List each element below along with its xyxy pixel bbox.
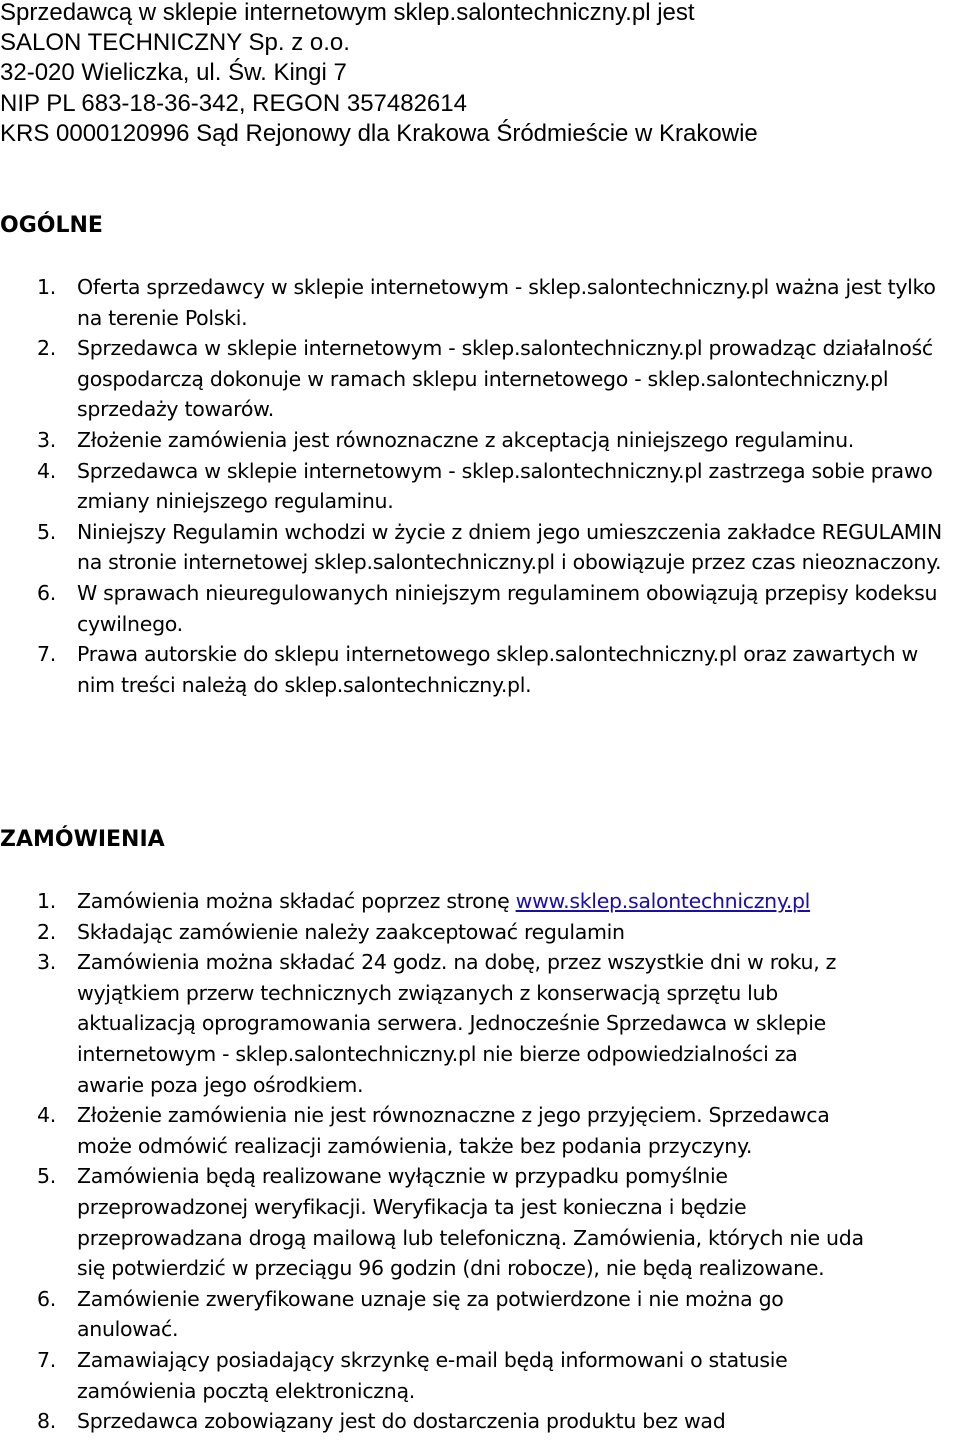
item-text: Sprzedawca zobowiązany jest do dostarczenia produktu bez wad	[77, 1409, 726, 1434]
list-item	[0, 1161, 960, 1283]
section-heading-general: OGÓLNE	[0, 213, 103, 238]
item-line: Zamówienia można składać 24 godz. na dobę, przez wszystkie dni w roku, z	[77, 950, 837, 975]
item-line: może odmówić realizacji zamówienia, także bez podania przyczyny.	[77, 1133, 753, 1158]
item-number: 7.	[37, 642, 56, 667]
item-line: przeprowadzana drogą mailową lub telefoniczną. Zamówienia, których nie uda	[77, 1225, 864, 1250]
item-line: Zamawiający posiadający skrzynkę e-mail będą informowani o statusie	[77, 1347, 788, 1372]
item-number: 2.	[37, 919, 56, 944]
item-number: 2.	[37, 336, 56, 361]
item-line: Złożenie zamówienia nie jest równoznaczne z jego przyjęciem. Sprzedawca	[77, 1103, 830, 1128]
list-item	[0, 578, 960, 639]
item-number: 6.	[37, 1286, 56, 1311]
item-number: 1.	[37, 275, 56, 299]
item-text: Prawa autorskie do sklepu internetowego sklep.salontechniczny.pl oraz zawartych w nim treści należą do sklep.salontechniczny.pl.	[77, 642, 919, 697]
item-number: 4.	[37, 1103, 56, 1128]
shop-link[interactable]: www.sklep.salontechniczny.pl	[515, 889, 811, 913]
seller-line: SALON TECHNICZNY Sp. z o.o.	[0, 29, 350, 57]
seller-line: NIP PL 683-18-36-342, REGON 357482614	[0, 89, 467, 117]
list-item	[0, 947, 960, 1100]
item-line: awarie poza jego ośrodkiem.	[77, 1072, 364, 1097]
item-text: Niniejszy Regulamin wchodzi w życie z dniem jego umieszczenia zakładce REGULAMIN na stronie internetowej sklep.salontechniczny.pl i obowiązuje przez czas nieoznaczony.	[77, 519, 942, 575]
seller-line: KRS 0000120996 Sąd Rejonowy dla Krakowa Śródmieście w Krakowie	[0, 119, 758, 147]
item-line: internetowym - sklep.salontechniczny.pl nie bierze odpowiedzialności za	[77, 1041, 798, 1066]
list-item	[0, 639, 960, 700]
list-item	[0, 886, 960, 917]
item-number: 5.	[37, 1164, 56, 1189]
list-item	[0, 333, 960, 425]
list-item	[0, 272, 960, 333]
seller-line: Sprzedawcą w sklepie internetowym sklep.salontechniczny.pl jest	[0, 0, 695, 26]
list-item	[0, 1345, 960, 1406]
item-text: Sprzedawca w sklepie internetowym - sklep.salontechniczny.pl prowadząc działalność gospodarczą dokonuje w ramach sklepu internetowego - sklep.salontechniczny.pl sprzedaży towarów.	[77, 336, 933, 422]
item-line: aktualizacją oprogramowania serwera. Jednocześnie Sprzedawca w sklepie	[77, 1011, 826, 1036]
item-line: się potwierdzić w przeciągu 96 godzin (dni robocze), nie będą realizowane.	[77, 1256, 825, 1281]
item-number: 3.	[37, 427, 56, 452]
item-line: wyjątkiem przerw technicznych związanych z konserwacją sprzętu lub	[77, 980, 778, 1005]
item-text: Zamówienia można składać poprzez stronę	[77, 889, 516, 913]
item-line: przeprowadzonej weryfikacji. Weryfikacja ta jest konieczna i będzie	[77, 1194, 747, 1219]
item-line: anulować.	[77, 1317, 179, 1342]
item-number: 6.	[37, 580, 56, 605]
list-item	[0, 1284, 960, 1345]
item-text: Sprzedawca w sklepie internetowym - sklep.salontechniczny.pl zastrzega sobie prawo zmiany niniejszego regulaminu.	[77, 458, 933, 514]
list-item	[0, 456, 960, 517]
item-number: 5.	[37, 519, 56, 544]
list-item	[0, 425, 960, 456]
item-line: Zamówienie zweryfikowane uznaje się za potwierdzone i nie można go	[77, 1286, 784, 1311]
seller-info	[0, 0, 758, 149]
item-line: Zamówienia będą realizowane wyłącznie w przypadku pomyślnie	[77, 1164, 728, 1189]
item-text: Oferta sprzedawcy w sklepie internetowym - sklep.salontechniczny.pl ważna jest tylko na terenie Polski.	[77, 275, 936, 330]
list-item	[0, 517, 960, 578]
seller-line: 32-020 Wieliczka, ul. Św. Kingi 7	[0, 59, 347, 87]
general-list	[0, 272, 960, 700]
item-number: 8.	[37, 1409, 56, 1434]
item-text: Składając zamówienie należy zaakceptować regulamin	[77, 919, 625, 944]
item-number: 1.	[37, 889, 56, 913]
item-text: Złożenie zamówienia jest równoznaczne z akceptacją niniejszego regulaminu.	[77, 427, 854, 452]
list-item	[0, 1406, 960, 1437]
list-item	[0, 1100, 960, 1161]
item-number: 3.	[37, 950, 56, 975]
item-number: 7.	[37, 1347, 56, 1372]
list-item	[0, 917, 960, 948]
section-heading-orders: ZAMÓWIENIA	[0, 827, 165, 852]
item-line: zamówienia pocztą elektroniczną.	[77, 1378, 415, 1403]
item-text: W sprawach nieuregulowanych niniejszym regulaminem obowiązują przepisy kodeksu cywilnego.	[77, 580, 938, 636]
item-number: 4.	[37, 458, 56, 483]
orders-list	[0, 886, 960, 1437]
